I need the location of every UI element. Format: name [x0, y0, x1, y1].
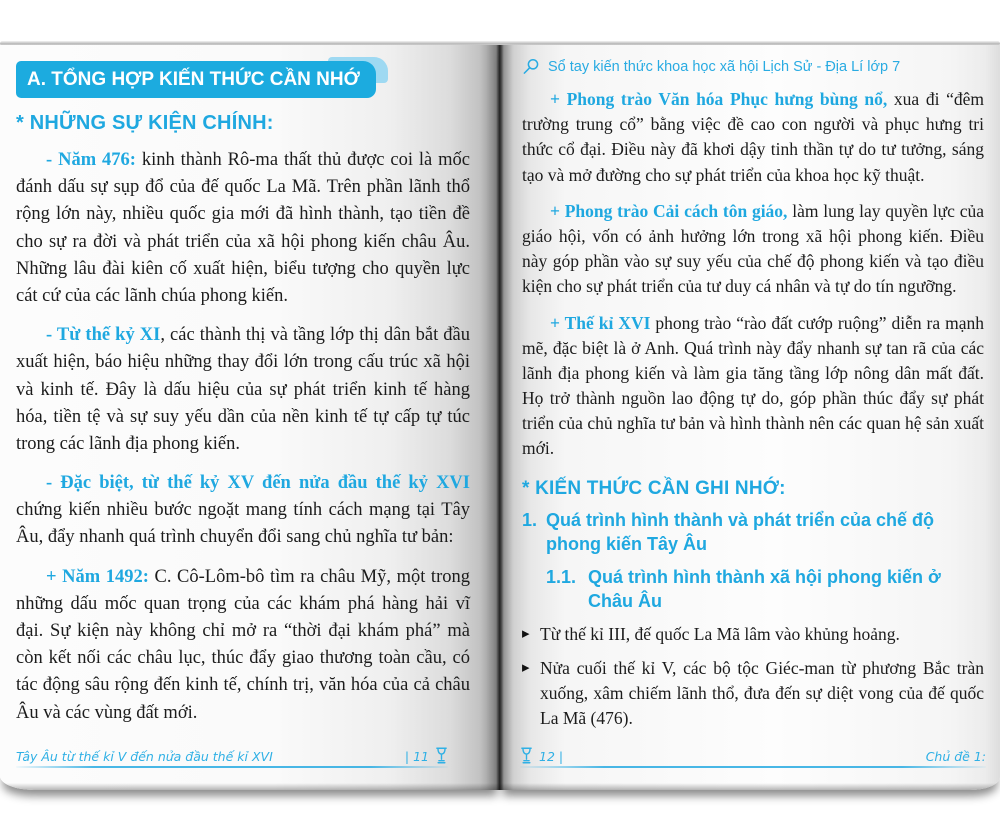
topic-number: 1. [522, 509, 538, 530]
section-banner-title: A. TỔNG HỢP KIẾN THỨC CẦN NHỚ [16, 61, 376, 98]
trophy-icon [520, 747, 533, 764]
paragraph [522, 199, 984, 300]
subtopic-number: 1.1. [546, 567, 577, 588]
paragraph-lead: + Năm 1492: [46, 566, 149, 587]
bullet-marker: ▸ [522, 626, 530, 642]
right-page [500, 45, 1000, 790]
left-page [0, 45, 500, 790]
paragraph [16, 470, 470, 552]
paragraph [16, 564, 470, 727]
paragraph-text: C. Cô-Lôm-bô tìm ra châu Mỹ, một trong những dấu mốc quan trọng của các khám phá hàng hải vĩ đại. Sự kiện này không chỉ mở ra “thời đại khám phá” mà còn kết nối các châu lục, thúc đẩy giao thương toàn cầu, có tác động sâu rộng đến kinh tế, chính trị, văn hóa của cả châu Âu và các vùng đất mới. [16, 566, 470, 723]
paragraph [522, 87, 984, 188]
bullet-item [522, 622, 984, 647]
paragraph-lead: + Thế kỉ XVI [550, 312, 651, 333]
paragraph [16, 322, 470, 458]
bullet-text: Nửa cuối thế kỉ V, các bộ tộc Giéc-man từ phương Bắc tràn xuống, xâm chiếm lãnh thổ, đưa đến sự diệt vong của đế quốc La Mã (476). [540, 657, 984, 728]
paragraph-text: kinh thành Rô-ma thất thủ được coi là mốc đánh dấu sự sụp đổ của đế quốc La Mã. Trên phần lãnh thổ rộng lớn này, nhiều quốc gia mới đã hình thành, tạo tiền đề cho sự ra đời và phát triển của xã hội phong kiến châu Âu. Những lâu đài kiên cố xuất hiện, biểu tượng cho quyền lực cát cứ của các lãnh chúa phong kiến. [16, 150, 470, 306]
paragraph-lead: - Từ thế kỷ XI [46, 325, 161, 346]
left-page-footer [16, 747, 448, 768]
paragraph-text: , các thành thị và tầng lớp thị dân bắt đầu xuất hiện, báo hiệu những thay đổi lớn trong cấu trúc xã hội và kinh tế. Đây là dấu hiệu của sự phát triển kinh tế hàng hóa, tiền tệ và sự suy yếu dần của nền kinh tế tự cấp tự túc trong các lãnh địa phong kiến. [16, 325, 470, 454]
paragraph-lead: + Phong trào Văn hóa Phục hưng bùng nổ, [550, 89, 888, 109]
bullet-text: Từ thế kỉ III, đế quốc La Mã lâm vào khủng hoảng. [540, 624, 900, 644]
subtopic-heading [522, 566, 984, 613]
bullet-item [522, 656, 984, 731]
page-header [522, 58, 984, 76]
paragraph-text: chứng kiến nhiều bước ngoặt mang tính cách mạng tại Tây Âu, đẩy nhanh quá trình chuyển đổi sang chủ nghĩa tư bản: [16, 500, 470, 548]
footer-rule [520, 766, 986, 768]
paragraph [16, 147, 470, 310]
bullet-marker: ▸ [522, 659, 530, 676]
key-events-heading: * NHỮNG SỰ KIỆN CHÍNH: [16, 112, 274, 134]
topic-title: Quá trình hình thành và phát triển của chế độ phong kiến Tây Âu [546, 509, 935, 554]
paragraph-lead: + Phong trào Cải cách tôn giáo, [550, 200, 788, 221]
subtopic-title: Quá trình hình thành xã hội phong kiến ở Châu Âu [588, 567, 941, 611]
running-title: Tây Âu từ thế kỉ V đến nửa đầu thế kỉ XVI [16, 749, 273, 764]
section-banner [16, 61, 376, 98]
trophy-icon [435, 747, 448, 764]
paragraph-text: làm lung lay quyền lực của giáo hội, vốn có ảnh hưởng lớn trong xã hội phong kiến. Điều này góp phần vào sự suy yếu của chế độ phong kiến và tạo điều kiện cho sự phát triển của tư duy cá nhân và tự do tín ngưỡng. [522, 200, 984, 297]
paragraph [522, 311, 984, 462]
page-number: | 11 [404, 749, 429, 764]
page-number: 12 | [539, 749, 564, 764]
paragraph-lead: - Năm 476: [46, 150, 136, 170]
footer-rule [16, 766, 448, 768]
header-title: Sổ tay kiến thức khoa học xã hội Lịch Sử - Địa Lí lớp 7 [548, 59, 901, 75]
right-page-content [500, 45, 1000, 730]
paragraph-lead: - Đặc biệt, từ thế kỷ XV đến nửa đầu thế kỷ XVI [46, 473, 470, 494]
search-icon [522, 58, 540, 76]
right-page-footer [520, 747, 986, 768]
chapter-label: Chủ đề 1: [925, 749, 986, 764]
topic-heading [522, 508, 984, 557]
left-page-content [0, 45, 500, 727]
paragraph-text: xua đi “đêm trường trung cổ” bằng việc đề cao con người và phục hưng tri thức cổ đại. Điều này đã khơi dậy tinh thần tự do tư tưởng, sáng tạo và mở đường cho sự phát triển của khoa học kỹ thuật. [522, 89, 984, 185]
paragraph-text: phong trào “rào đất cướp ruộng” diễn ra mạnh mẽ, đặc biệt là ở Anh. Quá trình này đẩy nhanh sự tan rã của các lãnh địa phong kiến và làm gia tăng tầng lớp nông dân mất đất. Họ trở thành nguồn lao động tự do, góp phần thúc đẩy sự phát triển của chủ nghĩa tư bản và hình thành nên các quan hệ sản xuất mới. [522, 312, 984, 459]
memo-heading: * KIẾN THỨC CẦN GHI NHỚ: [522, 477, 786, 499]
